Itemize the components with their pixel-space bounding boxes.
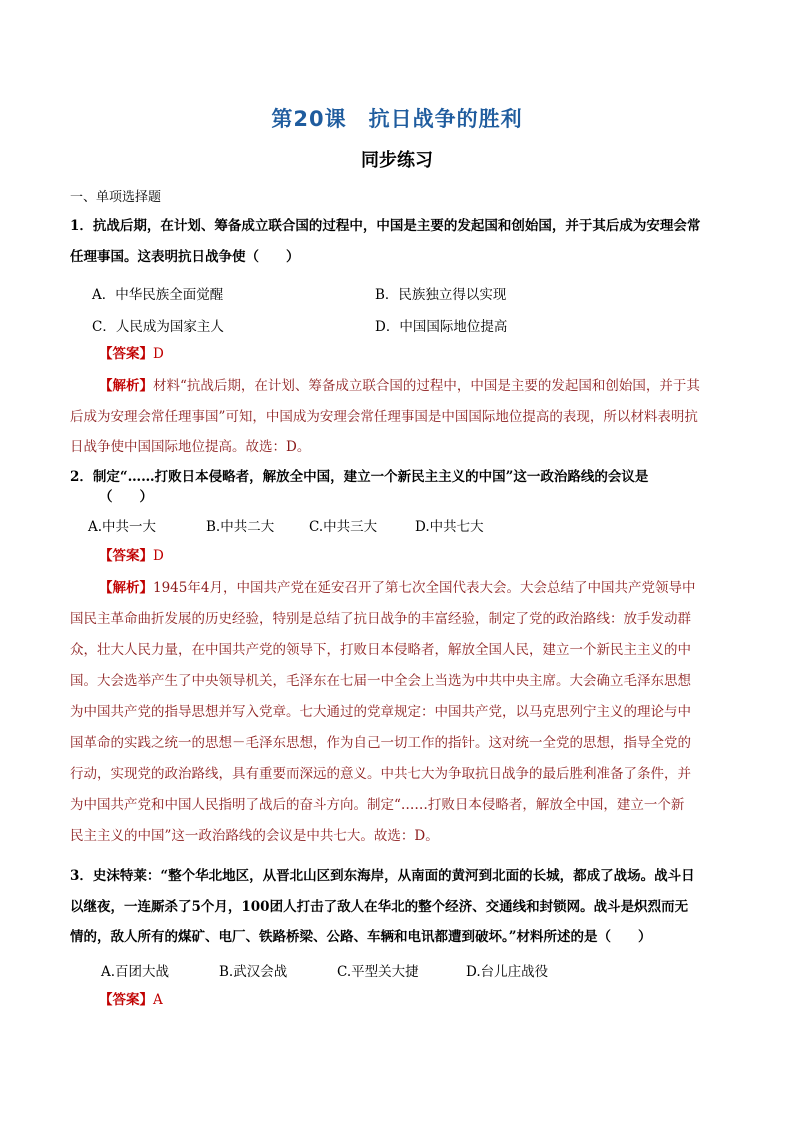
analysis-label: 【解析】 — [99, 580, 153, 596]
q1-option-d: D．中国国际地位提高 — [375, 319, 508, 335]
answer-value: D — [153, 346, 164, 362]
q2-analysis-line-2: 国民主革命曲折发展的历史经验，特别是总结了抗日战争的丰富经验，制定了党的政治路线：放手发动群 — [70, 611, 691, 627]
q3-option-a: A.百团大战 — [101, 964, 170, 980]
answer-label: 【答案】 — [99, 346, 153, 362]
q3-stem-line-1: 3．史沫特莱：“整个华北地区，从晋北山区到东海岸，从南面的黄河到北面的长城，都成了战场。战斗日 — [70, 868, 695, 884]
lesson-title: 第20课 抗日战争的胜利 — [271, 107, 523, 131]
q2-option-d: D.中共七大 — [415, 519, 484, 535]
q2-analysis-line-3: 众，壮大人民力量，在中国共产党的领导下，打败日本侵略者，解放全国人民，建立一个新民主主义的中 — [70, 642, 691, 658]
q1-analysis-line-3: 日战争使中国国际地位提高。故选：D。 — [70, 439, 311, 455]
q2-analysis-line-8: 为中国共产党和中国人民指明了战后的奋斗方向。制定“……打败日本侵略者，解放全中国，建立一个新 — [70, 797, 685, 813]
q1-analysis-line-1 — [99, 376, 700, 396]
q1-option-b: B．民族独立得以实现 — [375, 287, 507, 303]
section-heading: 一、单项选择题 — [70, 190, 162, 205]
analysis-text: 1945年4月，中国共产党在延安召开了第七次全国代表大会。大会总结了中国共产党领导中 — [153, 580, 696, 596]
q2-analysis-line-9: 民主主义的中国”这一政治路线的会议是中共七大。故选：D。 — [70, 828, 439, 844]
q2-option-a: A.中共一大 — [88, 519, 157, 535]
q3-option-b: B.武汉会战 — [219, 964, 288, 980]
q2-analysis-line-7: 行动，实现党的政治路线，具有重要而深远的意义。中共七大为争取抗日战争的最后胜利准备了条件，并 — [70, 766, 691, 782]
q3-stem-line-2: 以继夜，一连厮杀了5个月，100团人打击了敌人在华北的整个经济、交通线和封锁网。战斗是炽烈而无 — [70, 899, 689, 915]
analysis-label: 【解析】 — [99, 378, 153, 394]
q2-stem-line-1: 2．制定“……打败日本侵略者，解放全中国，建立一个新民主主义的中国”这一政治路线的会议是 — [70, 469, 649, 485]
analysis-text: 材料“抗战后期，在计划、筹备成立联合国的过程中，中国是主要的发起国和创始国，并于其 — [153, 378, 700, 394]
q2-analysis-line-6: 国革命的实践之统一的思想－毛泽东思想，作为自己一切工作的指针。这对统一全党的思想，指导全党的 — [70, 735, 691, 751]
q3-option-d: D.台儿庄战役 — [466, 964, 549, 980]
q3-stem-line-3: 情的，敌人所有的煤矿、电厂、铁路桥梁、公路、车辆和电讯都遭到破坏。”材料所述的是（ ） — [70, 929, 652, 945]
q3-answer — [99, 990, 163, 1010]
q1-stem-line-2: 任理事国。这表明抗日战争使（ ） — [70, 249, 300, 265]
q1-option-a: A．中华民族全面觉醒 — [92, 287, 224, 303]
q3-option-c: C.平型关大捷 — [337, 964, 419, 980]
q1-stem-line-1: 1．抗战后期，在计划、筹备成立联合国的过程中，中国是主要的发起国和创始国，并于其后成为安理会常 — [70, 218, 701, 234]
q1-analysis-line-2: 后成为安理会常任理事国”可知，中国成为安理会常任理事国是中国国际地位提高的表现，所以材料表明抗 — [70, 409, 698, 425]
q2-stem-line-2: （ ） — [99, 489, 153, 505]
q2-option-b: B.中共二大 — [206, 519, 275, 535]
q2-option-c: C.中共三大 — [309, 519, 378, 535]
q2-answer — [99, 546, 164, 566]
q1-option-c: C．人民成为国家主人 — [92, 319, 224, 335]
answer-value: A — [153, 992, 163, 1008]
q2-analysis-line-1 — [99, 578, 695, 598]
answer-label: 【答案】 — [99, 548, 153, 564]
q2-analysis-line-4: 国。大会选举产生了中央领导机关，毛泽东在七届一中全会上当选为中共中央主席。大会确立毛泽东思想 — [70, 673, 691, 689]
answer-label: 【答案】 — [99, 992, 153, 1008]
answer-value: D — [153, 548, 164, 564]
lesson-subtitle: 同步练习 — [361, 150, 433, 171]
q2-analysis-line-5: 为中国共产党的指导思想并写入党章。七大通过的党章规定：中国共产党，以马克思列宁主义的理论与中 — [70, 704, 691, 720]
q1-answer — [99, 344, 164, 364]
